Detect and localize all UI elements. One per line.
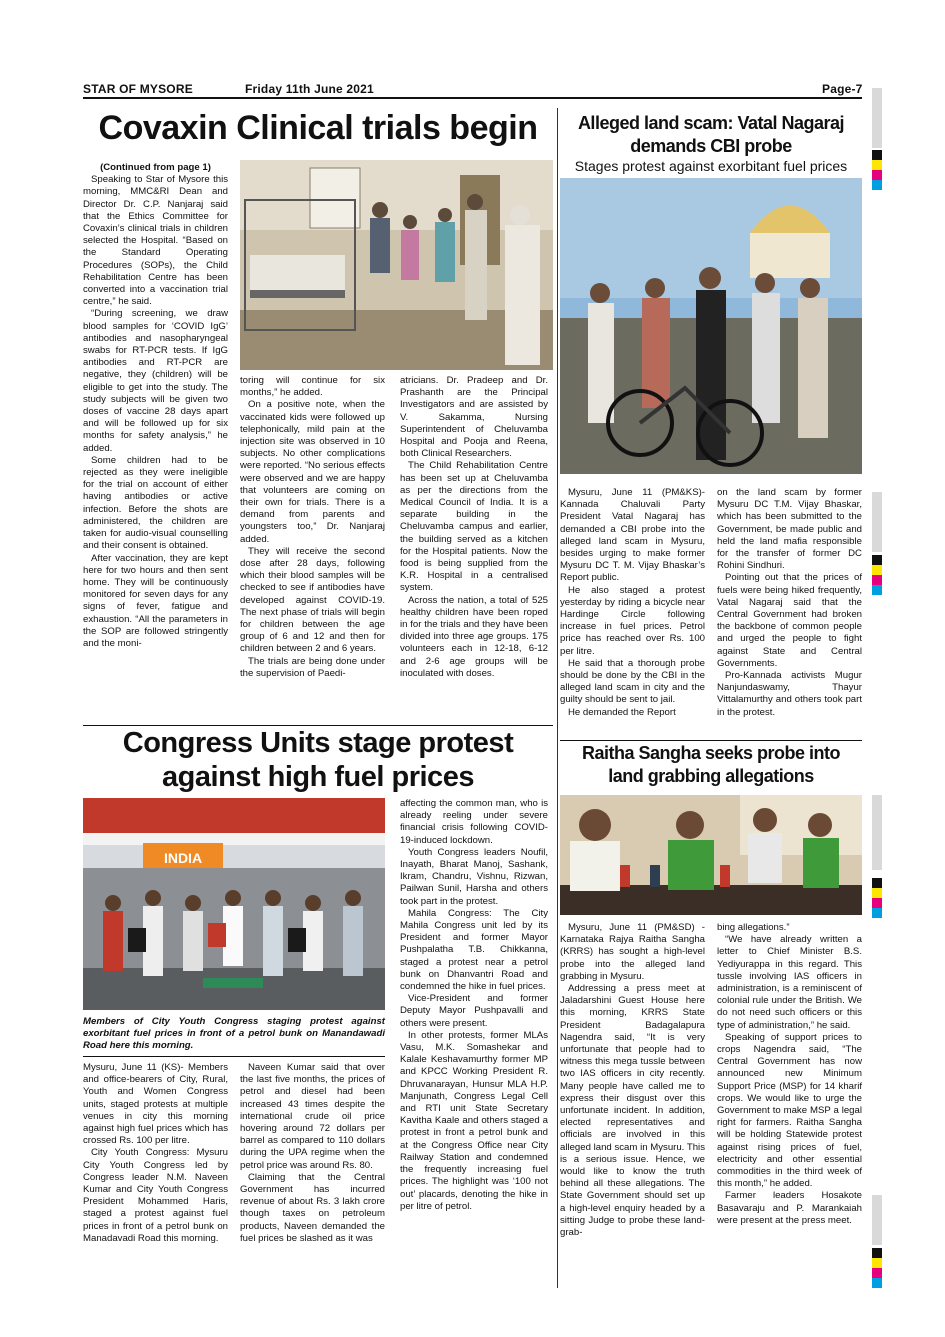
paragraph: In other protests, former MLAs Vasu, M.K. Somashekar and Kalale Keshavamurthy former MP and KPCC Working President R. Dhruvanarayan, Hunsur MLA H.P. Manjunath, Congress Legal Cell and RTI unit State Secretary Kavitha Kaale and others staged a protest in front a petrol bunk and at the Congress Office near City Railway Station and condemned the frequently increasing fuel prices. The highlight was ‘100 not out’ placards, denoting the hike in per litre of petrol. <box>400 1029 548 1212</box>
congress-col-2 <box>240 1062 385 1245</box>
paragraph: The trials are being done under the supervision of Paedi- <box>240 655 385 679</box>
paragraph: “During screening, we draw blood samples for ‘COVID IgG’ antibodies and nasopharyngeal swabs for RT-PCR tests. If IgG antibodies and RT-PCR are negative, they (children) will be eligible to get into the study. The study subjects will be given two doses of vaccine 28 days apart and will be followed up for six months for safety analysis,” he added. <box>83 308 228 454</box>
raitha-col-1 <box>560 922 705 1239</box>
vatal-headline-line1: Alleged land scam: Vatal Nagaraj <box>577 113 845 133</box>
congress-headline-line1: Congress Units stage protest <box>122 727 514 759</box>
paragraph: Farmer leaders Hosakote Basavaraju and P. Marankaiah were present at the press meet. <box>717 1190 862 1226</box>
continued-note: (Continued from page 1) <box>100 162 211 173</box>
paragraph: Speaking to Star of Mysore this morning, MMC&RI Dean and Director Dr. C.P. Nanjaraj said that the Ethics Committee for Covaxin’s clinical trials in children selected the Hospital. “Based on the Standard Operating Procedures (SOPs), the Child Rehabilitation Centre has been converted into a vaccination trial centre,” he said. <box>83 174 228 308</box>
paragraph: Pointing out that the prices of fuels were being hiked frequently, Vatal Nagaraj said that the Central Government had broken the backbone of common people and urged the people to fight against State and Central Governments. <box>717 572 862 669</box>
issue-date: Friday 11th June 2021 <box>245 82 374 96</box>
congress-col-3 <box>400 798 548 1213</box>
vatal-subhead: Stages protest against exorbitant fuel prices <box>574 158 848 174</box>
paragraph: “We have already written a letter to Chief Minister B.S. Yediyurappa in this regard. This tussle involving IAS officers in administration, is a reminiscent of colonial rule under the British. We do not need such officers or this type of administration,” he said. <box>717 934 862 1031</box>
paragraph: toring will continue for six months,” he added. <box>240 375 385 399</box>
paragraph: Across the nation, a total of 525 healthy children have been roped in for the trials and they have been divided into three age groups. 175 volunteers each in 12-18, 6-12 and 2-6 age groups will be inoculated with doses. <box>400 594 548 679</box>
header-rule <box>83 97 862 99</box>
covaxin-headline: Covaxin Clinical trials begin <box>98 109 538 147</box>
registration-bar-mid <box>872 492 882 552</box>
caption-rule <box>83 1056 385 1057</box>
covaxin-photo <box>240 160 553 370</box>
paragraph: Mysuru, June 11 (PM&KS)- Kannada Chaluvali Party President Vatal Nagaraj has demanded a CBI probe into the alleged land scam in Mysuru, besides urging to make former Mysuru DC T. M. Vijay Bhaskar’s Report public. <box>560 487 705 584</box>
covaxin-col-1 <box>83 162 228 650</box>
covaxin-col-2 <box>240 375 385 680</box>
paragraph: affecting the common man, who is already reeling under severe financial crisis following COVID-19-induced lockdown. <box>400 798 548 846</box>
raitha-headline-line2: land grabbing allegations <box>608 766 814 786</box>
column-divider <box>557 108 558 1288</box>
vatal-protest-photo <box>560 178 862 474</box>
paragraph: He demanded the Report <box>568 706 676 718</box>
paragraph: bing allegations.” <box>717 922 790 933</box>
paragraph: He also staged a protest yesterday by riding a bicycle near Hardinge Circle following increase in fuel prices. Petrol price has reached over Rs. 100 per litre. <box>560 584 705 657</box>
paragraph: On a positive note, when the vaccinated kids were followed up telephonically, mild pain at the injection site was observed in 10 subjects. No other complications were reported. “No serious effects were observed and we are happy that volunteers are coming on their own for trials. There is a demand from parents and youngsters too,” Dr. Nanjaraj added. <box>240 399 385 545</box>
color-registration-marks-1 <box>872 150 882 190</box>
paragraph: Vice-President and former Deputy Mayor Pushpavalli and others were present. <box>400 993 548 1029</box>
paragraph: Mysuru, June 11 (PM&SD) - Karnataka Rajya Raitha Sangha (KRRS) has sought a high-level probe into the alleged land grabbing in Mysuru. <box>560 922 705 982</box>
paragraph: Mahila Congress: The City Mahila Congress unit led by its President and former Mayor Pushpalatha T.B. Chikkanna, staged a protest near a petrol bunk on Dhanvantri Road and condemned the hike in fuel prices. <box>400 907 548 993</box>
paragraph: Youth Congress leaders Noufil, Inayath, Bharat Manoj, Sashank, Ikram, Chandru, Vishnu, Rizwan, Pailwan Sunil, Harsha and others took part in the protest. <box>400 846 548 907</box>
paragraph: Addressing a press meet at Jaladarshini Guest House here this morning, KRRS State President Badagalapura Nagendra said, “It is very unfortunate that people had to witness this mega tussle between two IAS officers in city recently. Many people have called me to express their disgust over this unfortunate incident. In addition, elected representatives and officials are involved in this alleged land scam in Mysuru. This is a serious issue. Hence, we would like to know the truth behind all these allegations. The State Government should set up a high-level enquiry headed by a sitting Judge to probe these land-grab- <box>560 983 705 1239</box>
paragraph: He said that a thorough probe should be done by the CBI in the alleged land scam in city and the guilty should be sent to jail. <box>560 657 705 706</box>
registration-bar-bottom <box>872 1195 882 1245</box>
paragraph: Some children had to be rejected as they were ineligible for the trial on account of either having antibodies or active infection. Before the shots are administered, the children are taken for audio-visual counselling and their consent is obtained. <box>83 454 228 552</box>
congress-col-1 <box>83 1062 228 1245</box>
raitha-press-meet-photo <box>560 795 862 915</box>
vatal-col-2 <box>717 487 862 719</box>
paragraph: on the land scam by former Mysuru DC T.M. Vijay Bhaskar, which has been submitted to the Government, be made public and held the land mafia responsible for the transfer of former DC Rohini Sindhuri. <box>717 487 862 572</box>
paragraph: They will receive the second dose after 28 days, following which their blood samples will be checked to see if antibodies have developed against COVID-19. The next phase of trials will begin for children between the age group of 6 and 12 and then for children between 2 and 6 years. <box>240 545 385 655</box>
raitha-headline-line1: Raitha Sangha seeks probe into <box>581 743 841 763</box>
paper-name: STAR OF MYSORE <box>83 82 193 96</box>
registration-bar-low <box>872 795 882 870</box>
vatal-col-1 <box>560 487 705 719</box>
color-registration-marks-2 <box>872 555 882 595</box>
paragraph: Claiming that the Central Government has incurred revenue of about Rs. 3 lakh crore though taxes on petroleum products, Naveen demanded the fuel prices be slashed as it was <box>240 1171 385 1244</box>
paragraph: Pro-Kannada activists Mugur Nanjundaswamy, Thayur Vittalamurthy and others took part in the protest. <box>717 670 862 718</box>
paragraph: The Child Rehabilitation Centre has been set up at Cheluvamba as per the directions from the Medical Council of India. It is a separate building in the Cheluvamba campus and earlier, the building served as a kitchen for the Hospital patients. Now the food is being supplied from the K.R. Hospital in a centralised system. <box>400 460 548 594</box>
paragraph: atricians. Dr. Pradeep and Dr. Prashanth are the Principal Investigators and are assisted by V. Sakamma, Nursing Superintendent of Cheluvamba Hospital and Pooja and Reena, both Clinical Researchers. <box>400 375 548 460</box>
congress-photo-caption: Members of City Youth Congress staging protest against exorbitant fuel prices in front of a petrol bunk on Manandawadi Road here this morning. <box>83 1016 385 1051</box>
paragraph: Mysuru, June 11 (KS)- Members and office-bearers of City, Rural, Youth and Women Congress units, staged protests at multiple venues in city this morning against high fuel prices which has crossed Rs. 100 per litre. <box>83 1062 228 1147</box>
page-number: Page-7 <box>822 82 863 96</box>
registration-bar-top <box>872 88 882 148</box>
covaxin-col-3 <box>400 375 548 680</box>
congress-protest-photo <box>83 798 385 1010</box>
paragraph: City Youth Congress: Mysuru City Youth Congress led by Congress leader N.M. Naveen Kumar and City Youth Congress President Mohammed Haris, staged a protest against fuel prices in front of a petrol bunk on Manadavadi Road this morning. <box>83 1147 228 1244</box>
vatal-headline-line2: demands CBI probe <box>630 136 792 156</box>
paragraph: After vaccination, they are kept here for two hours and then sent home. They will be continuously monitored for seven days for any signs of fever, fatigue and exhaustion. “All the parameters in the SOP are followed stringently and the moni- <box>83 552 228 649</box>
raitha-col-2 <box>717 922 862 1227</box>
section-rule <box>560 740 862 741</box>
congress-headline-line2: against high fuel prices <box>162 761 474 793</box>
color-registration-marks-3 <box>872 878 882 918</box>
paragraph: Naveen Kumar said that over the last five months, the prices of petrol and diesel had been increased 43 times despite the international crude oil price hovering around 72 dollars per barrel as compared to 110 dollars during the UPA regime when the petrol price was around Rs. 80. <box>240 1062 385 1171</box>
color-registration-marks-4 <box>872 1248 882 1288</box>
india-banner-text: INDIA <box>163 850 203 866</box>
paragraph: Speaking of support prices to crops Nagendra said, “The Central Government has now announced new Minimum Support Price (MSP) for 14 kharif crops. We would like to urge the Government to make MSP a legal right for farmers. Raitha Sangha will be holding Statewide protest against rising prices of fuel, electricity and other essential commodities in the third week of this month,” he added. <box>717 1031 862 1190</box>
